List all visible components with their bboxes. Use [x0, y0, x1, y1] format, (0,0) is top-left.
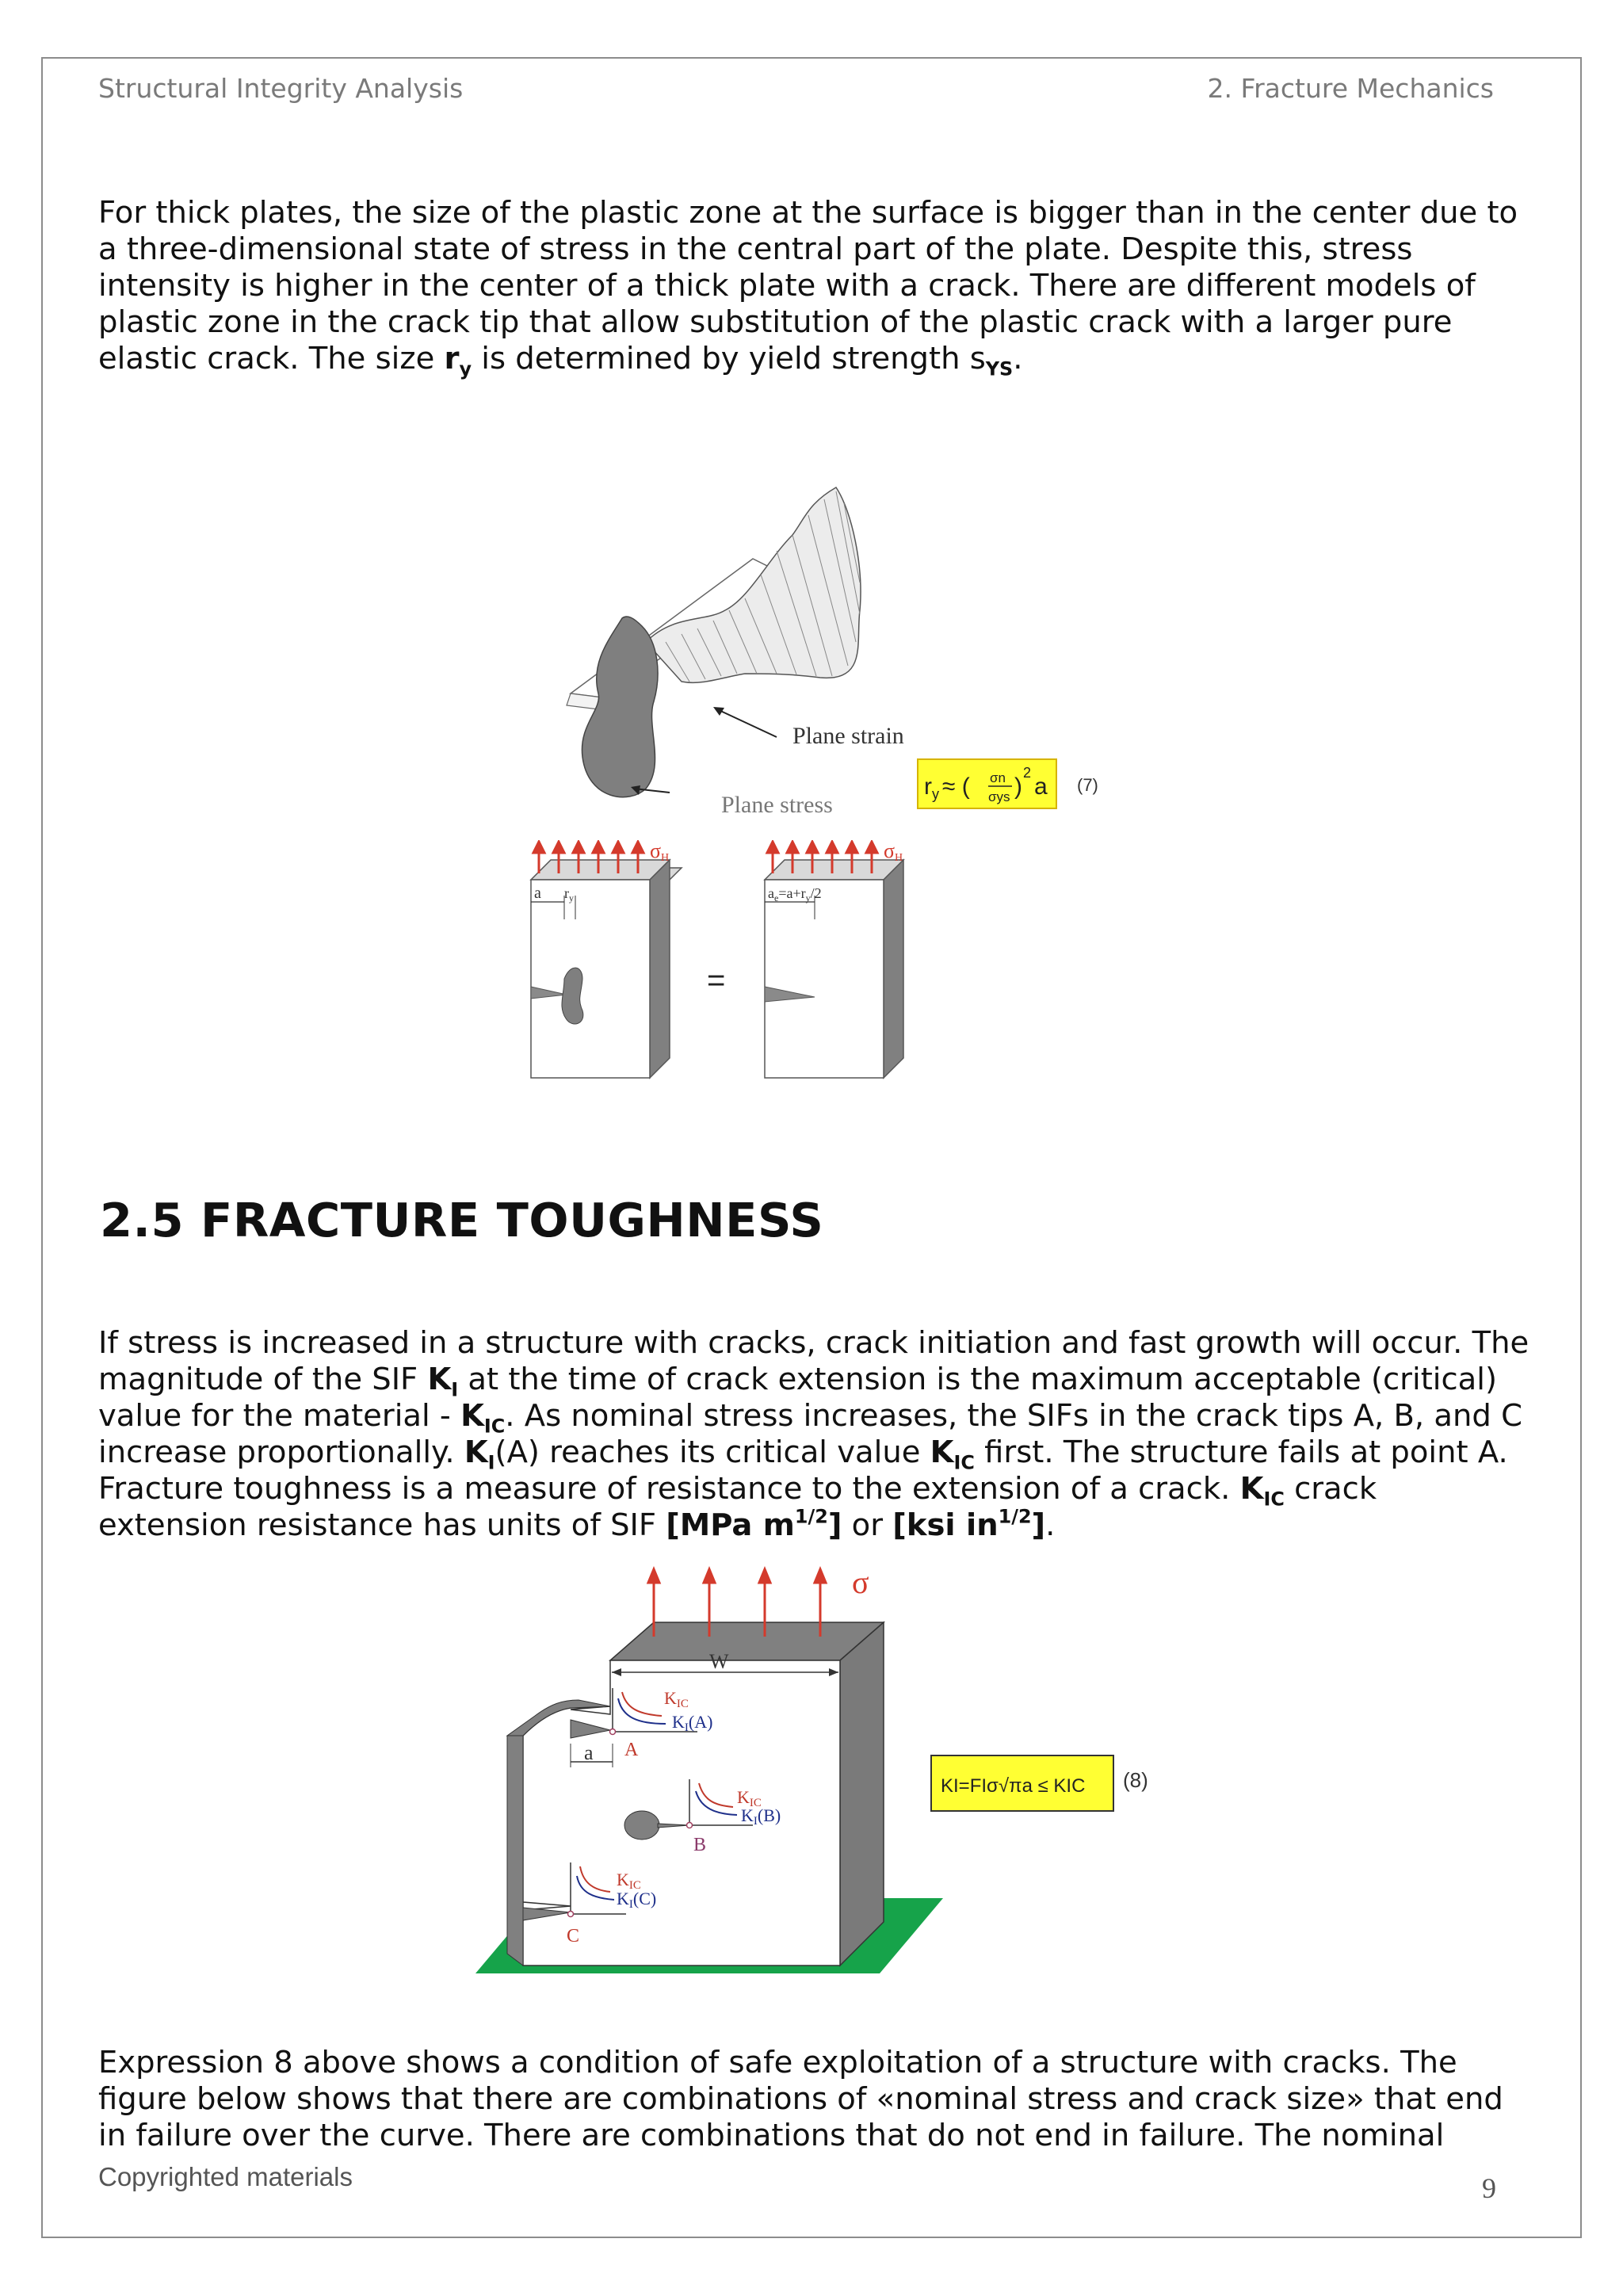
- paragraph-text: For thick plates, the size of the plastic zone at the surface is bigger than in the center due to a three-dimensional state of stress in the central part of the plate. Despite this, stress intensity is higher in the center of a thick plate with a crack. There are different models of plastic zone in the crack tip that allow substitution of the plastic crack with a larger pure elastic crack. The size: [98, 195, 1518, 376]
- equals-sign: =: [707, 963, 726, 998]
- specimen-block-left: [531, 840, 670, 1078]
- svg-text:KIC: KIC: [617, 1870, 641, 1892]
- label-tip-c: C: [567, 1926, 580, 1946]
- label-tip-a: A: [624, 1740, 639, 1760]
- svg-text:ry≈ (: $r_y$ ≈ (: [924, 774, 970, 802]
- symbol-ry: $r_y$: [444, 341, 472, 380]
- paragraph-safe-exploitation: Expression 8 above shows a condition of safe exploitation of a structure with cracks. The figure below shows that there are combinations of «nominal stress and crack size» that end in failure over the curve. There are combinations that do not end in failure. The nominal: [98, 2045, 1503, 2153]
- svg-text:KI(C): KI(C): [617, 1889, 657, 1911]
- section-heading: 2.5 FRACTURE TOUGHNESS: [100, 1193, 824, 1247]
- label-a-left: a: [534, 884, 541, 902]
- label-sigma-h-left: σH: [650, 840, 670, 864]
- svg-text:σn: σn: [990, 770, 1006, 785]
- symbol-kic: $K_{IC}$: [460, 1398, 506, 1438]
- units-imperial: [ksi $in^{1/2}$]: [892, 1505, 1046, 1543]
- svg-text:2: 2: [1023, 765, 1032, 781]
- svg-text:a: a: [1034, 774, 1048, 800]
- symbol-ki: $K_I$: [427, 1362, 459, 1401]
- symbol-sys-sub: YS: [985, 357, 1014, 380]
- footer-copyright: Copyrighted materials: [98, 2162, 353, 2191]
- label-w: W: [709, 1650, 729, 1673]
- figure-effective-crack: [523, 840, 967, 1086]
- paragraph-plastic-zone: For thick plates, the size of the plastic zone at the surface is bigger than in the center due to a three-dimensional state of stress in the central part of the plate. Despite this, stress intensity is higher in the center of a thick plate with a crack. There are different models of plastic zone in the crack tip that allow substitution of the plastic crack with a larger pure elastic crack. The size $r_y$ is determined by yield strength $s_{YS}$.: [98, 195, 1518, 380]
- svg-text:): ): [1014, 774, 1022, 800]
- svg-text:σys: σys: [988, 789, 1010, 804]
- running-header-title: Structural Integrity Analysis: [98, 73, 464, 104]
- label-a: a: [584, 1741, 594, 1764]
- symbol-ki: $K_I$: [464, 1435, 495, 1474]
- label-tip-b: B: [693, 1835, 707, 1855]
- label-plane-strain: Plane strain: [792, 723, 904, 749]
- equation-number-7: (7): [1077, 775, 1098, 795]
- specimen-block-right: [765, 840, 903, 1078]
- label-plane-stress: Plane stress: [721, 792, 833, 818]
- page-number: 9: [1482, 2172, 1496, 2204]
- units-si: [MPa $m^{1/2}$]: [666, 1505, 842, 1543]
- svg-text:KI(A): KI(A): [672, 1712, 713, 1734]
- label-ae: $a_e=a+r_y/2$: [768, 885, 822, 904]
- symbol-kic: $K_{IC}$: [1239, 1471, 1285, 1511]
- figure-crack-tips: [460, 1565, 1173, 1993]
- svg-text:KI(B): KI(B): [741, 1805, 781, 1828]
- paragraph-fracture-toughness: If stress is increased in a structure with cracks, crack initiation and fast growth will occur. The magnitude of the SIF $K_I$ at the time of crack extension is the maximum acceptable (critical) value for the material - $K_{IC}$. As nominal stress increases, the SIFs in the crack tips A, B, and C increase proportionally. $K_I(A)$ reaches its critical value $K_{IC}$ first. The structure fails at point A. Fracture toughness is a measure of resistance to the extension of a crack. $K_{IC}$ crack extension resistance has units of SIF [MPa $m^{1/2}$] or [ksi $in^{1/2}$].: [98, 1325, 1529, 1543]
- svg-text:KIC: KIC: [664, 1688, 689, 1710]
- formula-8: KI=FIσ√πa ≤ KIC: [941, 1775, 1086, 1797]
- symbol-kic: $K_{IC}$: [930, 1435, 975, 1474]
- label-sigma-h-right: σH: [884, 840, 903, 864]
- label-ry: $r_y$: [564, 885, 574, 904]
- svg-text:KIC: KIC: [737, 1787, 762, 1809]
- paragraph-text: is determined by yield strength s: [472, 341, 986, 376]
- running-header-chapter: 2. Fracture Mechanics: [1207, 73, 1494, 104]
- label-sigma: σ: [852, 1565, 869, 1600]
- equation-number-8: (8): [1123, 1768, 1148, 1792]
